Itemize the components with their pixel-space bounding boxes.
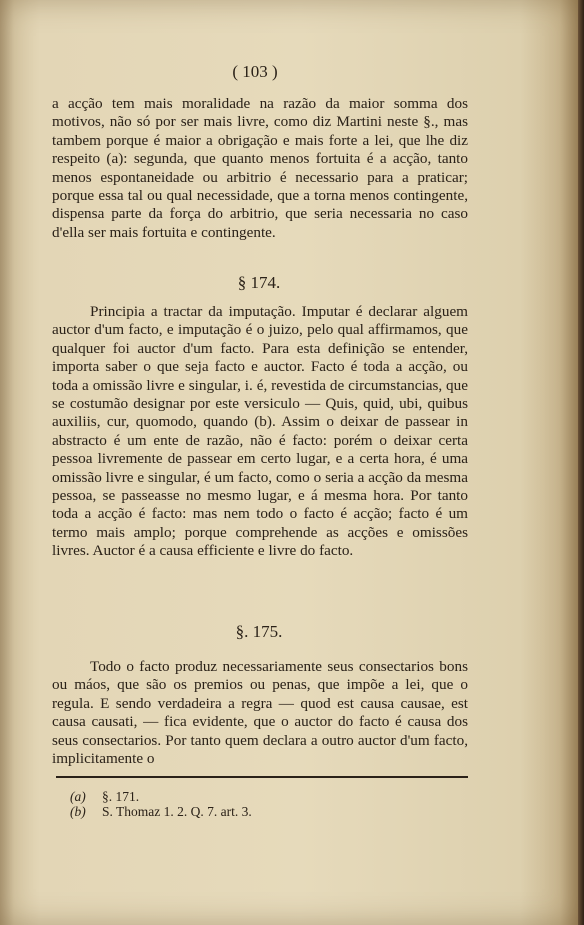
page-number: ( 103 ) <box>232 62 278 81</box>
paragraph-top-text: a acção tem mais moralidade na razão da maior somma dos motivos, não só por ser mais livre, como diz Martini neste §., mas tambem porque é maior a obrigação e mais forte a lei, que lhe diz respeito (a): segunda, que quanto menos fortuita é a acção, tanto menos espontaneidade ou arbitrio é necessario para a praticar; porque essa tal ou qual necessidade, que a torna menos contingente, dispensa parte da força do arbitrio, que seria necessaria no caso d'ella ser mais fortuita e contingente. <box>52 95 468 241</box>
page-edge <box>578 0 584 925</box>
paragraph-174 <box>52 303 468 561</box>
footnotes <box>70 789 450 819</box>
paragraph-175 <box>52 658 468 768</box>
footnote-b-mark: (b) <box>70 804 86 819</box>
footnote-b <box>70 804 450 819</box>
footnote-a <box>70 789 450 804</box>
footnote-a-mark: (a) <box>70 789 86 804</box>
footnote-b-text: S. Thomaz 1. 2. Q. 7. art. 3. <box>102 804 252 819</box>
paragraph-174-text: Principia a tractar da imputação. Imputar é declarar alguem auctor d'um facto, e imputação é o juizo, pelo qual affirmamos, que qualquer foi auctor d'um facto. Para esta definição se entender, importa saber o que seja facto e auctor. Facto é toda a acção, ou toda a omissão livre e singular, i. é, revestida de circumstancias, que se costumão designar por este versiculo — Quis, quid, ubi, quibus auxiliis, cur, quomodo, quando (b). Assim o deixar de passear in abstracto é um ente de razão, não é facto: porém o deixar certa pessoa livremente de passear em certo lugar, e a certa hora, é uma omissão livre e singular, é um facto, como o seria a acção da mesma pessoa, se passeasse no mesmo lugar, e á mesma hora. Por tanto toda a acção é facto: mas nem todo o facto é acção; facto é um termo mais amplo; porque comprehende as acções e omissões livres. Auctor é a causa efficiente e livre do facto. <box>52 303 468 560</box>
paragraph-top <box>52 95 468 242</box>
footnote-a-text: §. 171. <box>102 789 140 804</box>
footnote-rule <box>56 776 468 778</box>
paragraph-175-text: Todo o facto produz necessariamente seus consectarios bons ou máos, que são os premios ou penas, que impõe a lei, que o regula. E sendo verdadeira a regra — quod est causa causae, est causa causati, — fica evidente, que o auctor do facto é causa dos seus consectarios. Por tanto quem declara a outro auctor d'um facto, implicitamente o <box>52 658 468 768</box>
section-heading-174: § 174. <box>237 273 281 292</box>
section-heading-175: §. 175. <box>235 622 283 641</box>
